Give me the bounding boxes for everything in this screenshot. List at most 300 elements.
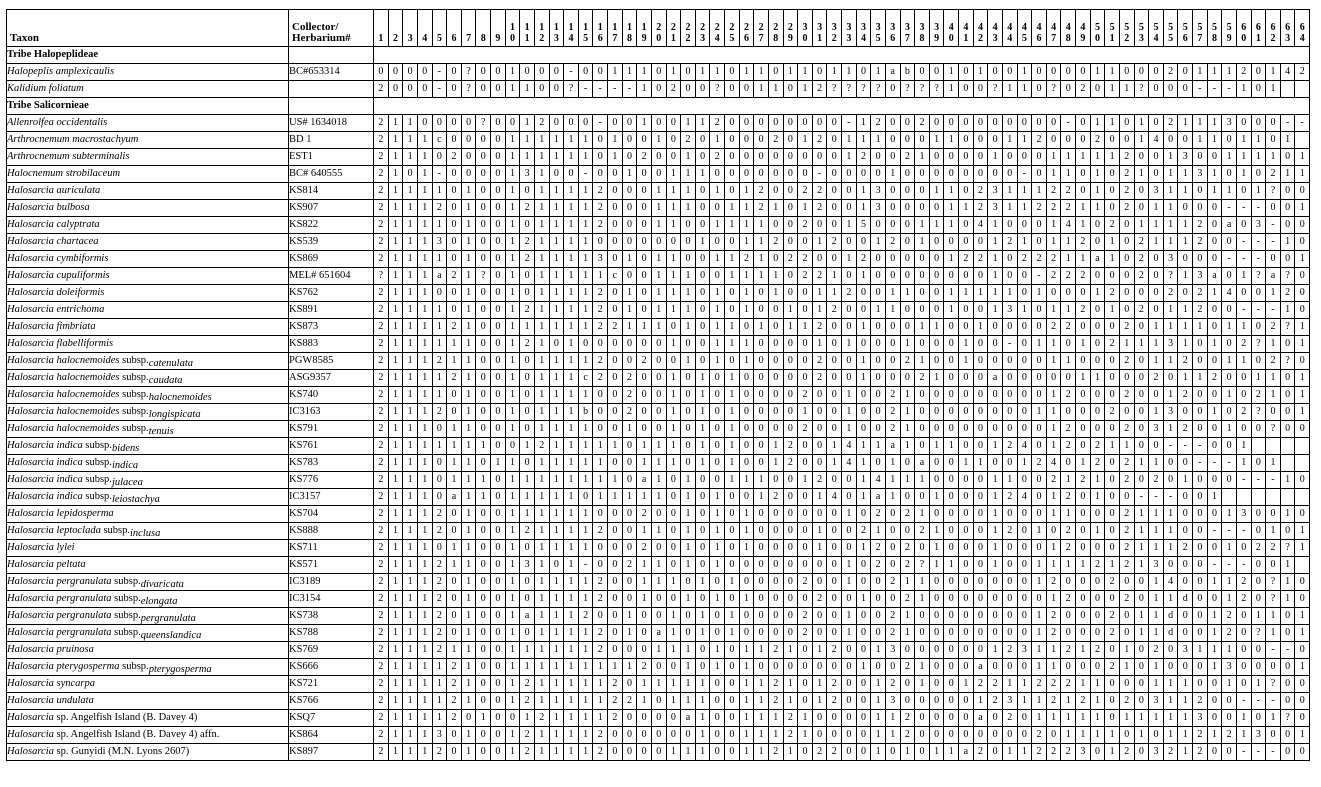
- char-units-digit: 8: [480, 33, 486, 44]
- character-state: 2: [798, 251, 813, 268]
- character-state: 1: [725, 387, 740, 404]
- character-state: 1: [593, 659, 608, 676]
- character-state: 2: [1032, 455, 1047, 472]
- character-state: ?: [1266, 591, 1281, 608]
- character-state: 3: [988, 183, 1003, 200]
- character-state: 1: [389, 268, 404, 285]
- character-state: 0: [418, 115, 433, 132]
- character-state: 0: [827, 387, 842, 404]
- character-state: 1: [696, 727, 711, 744]
- character-state: 0: [652, 336, 667, 353]
- character-state: 0: [520, 183, 535, 200]
- char-units-digit: 3: [1285, 33, 1291, 44]
- character-state: 0: [1252, 166, 1267, 183]
- character-state: 0: [754, 115, 769, 132]
- character-state: 1: [1281, 557, 1296, 574]
- character-state: 0: [974, 115, 989, 132]
- character-state: 0: [871, 574, 886, 591]
- character-state: 0: [740, 149, 755, 166]
- character-state: 0: [1178, 251, 1193, 268]
- character-state: 1: [1193, 64, 1208, 81]
- character-state: 1: [1149, 336, 1164, 353]
- character-state: 2: [1120, 540, 1135, 557]
- character-state: 1: [1003, 81, 1018, 98]
- character-state: 1: [564, 285, 579, 302]
- character-state: 1: [389, 455, 404, 472]
- character-state: 0: [842, 302, 857, 319]
- genus-name: Halosarcia: [7, 202, 54, 213]
- character-state: 0: [1003, 353, 1018, 370]
- character-state: 2: [813, 183, 828, 200]
- character-state: 0: [447, 234, 462, 251]
- character-state: 0: [491, 64, 506, 81]
- character-state: 1: [564, 251, 579, 268]
- character-state: 0: [901, 217, 916, 234]
- character-state: 1: [550, 234, 565, 251]
- character-state: 1: [988, 438, 1003, 455]
- character-state: 0: [1120, 676, 1135, 693]
- genus-name: Halopeplis: [7, 66, 54, 77]
- character-state: 1: [1252, 132, 1267, 149]
- character-state: 2: [1091, 642, 1106, 659]
- character-state: 1: [535, 217, 550, 234]
- taxon-name: [7, 625, 289, 642]
- character-state: 0: [725, 710, 740, 727]
- character-number-19: [637, 10, 652, 47]
- character-state: 0: [842, 693, 857, 710]
- character-state: 1: [710, 285, 725, 302]
- collector-herbarium: KS891: [289, 302, 374, 319]
- character-state: 1: [403, 268, 418, 285]
- character-state: 0: [944, 370, 959, 387]
- character-state: 0: [623, 642, 638, 659]
- genus-name: Halosarcia: [7, 712, 54, 723]
- character-state: 1: [418, 149, 433, 166]
- character-state: 0: [871, 625, 886, 642]
- character-state: 0: [842, 166, 857, 183]
- character-state: 2: [886, 234, 901, 251]
- character-state: 0: [827, 421, 842, 438]
- character-state: 0: [988, 132, 1003, 149]
- character-state: 0: [740, 387, 755, 404]
- character-state: 0: [491, 710, 506, 727]
- character-state: 2: [798, 625, 813, 642]
- character-state: 0: [681, 455, 696, 472]
- character-state: 0: [1076, 132, 1091, 149]
- character-state: 0: [623, 149, 638, 166]
- character-state: 1: [1208, 166, 1223, 183]
- character-number-46: [1032, 10, 1047, 47]
- character-state: 2: [637, 353, 652, 370]
- character-state: 0: [593, 506, 608, 523]
- character-state: 1: [842, 387, 857, 404]
- character-state: 0: [652, 81, 667, 98]
- character-state: 3: [1237, 506, 1252, 523]
- character-state: 0: [769, 217, 784, 234]
- character-state: 0: [491, 370, 506, 387]
- character-state: 0: [813, 404, 828, 421]
- character-state: 0: [798, 302, 813, 319]
- character-state: 0: [944, 540, 959, 557]
- character-state: 0: [1164, 642, 1179, 659]
- character-state: 1: [1047, 642, 1062, 659]
- character-state: 1: [915, 149, 930, 166]
- character-state: 1: [637, 557, 652, 574]
- character-state: 0: [901, 523, 916, 540]
- character-state: 2: [374, 693, 389, 710]
- character-state: 1: [1105, 727, 1120, 744]
- character-state: 0: [974, 81, 989, 98]
- character-state: 0: [1252, 506, 1267, 523]
- character-state: 4: [1164, 574, 1179, 591]
- species-epithet: foliatum: [48, 83, 84, 94]
- character-state: 0: [1164, 455, 1179, 472]
- taxon-row: [7, 64, 1310, 81]
- character-state: 2: [374, 455, 389, 472]
- character-state: 1: [564, 149, 579, 166]
- taxon-name: [7, 744, 289, 761]
- character-state: 1: [696, 676, 711, 693]
- character-state: 2: [1047, 200, 1062, 217]
- character-state: 0: [857, 336, 872, 353]
- character-state: 1: [1164, 149, 1179, 166]
- character-state: 1: [1222, 183, 1237, 200]
- character-state: -: [1193, 81, 1208, 98]
- character-state: 1: [550, 472, 565, 489]
- character-state: 0: [696, 302, 711, 319]
- character-state: 1: [857, 659, 872, 676]
- character-state: 2: [593, 370, 608, 387]
- character-state: 0: [374, 64, 389, 81]
- character-state: 1: [798, 64, 813, 81]
- character-state: 1: [740, 200, 755, 217]
- character-state: 1: [579, 217, 594, 234]
- character-state: 1: [564, 268, 579, 285]
- character-state: 0: [1193, 574, 1208, 591]
- character-state: 0: [930, 149, 945, 166]
- character-state: 0: [696, 217, 711, 234]
- character-state: 1: [901, 608, 916, 625]
- character-state: 0: [1281, 693, 1296, 710]
- character-state: 0: [974, 353, 989, 370]
- character-state: 0: [944, 472, 959, 489]
- character-state: 0: [491, 625, 506, 642]
- character-state: 0: [1252, 115, 1267, 132]
- collector-herbarium: KS783: [289, 455, 374, 472]
- species-epithet: pterygosperma: [56, 661, 120, 672]
- character-state: 1: [550, 183, 565, 200]
- character-state: 1: [1178, 370, 1193, 387]
- character-state: 1: [1076, 727, 1091, 744]
- character-state: 1: [550, 642, 565, 659]
- character-state: 1: [798, 81, 813, 98]
- character-state: 0: [476, 387, 491, 404]
- character-state: 2: [901, 557, 916, 574]
- genus-name: Halosarcia: [7, 746, 54, 757]
- character-state: 0: [1281, 387, 1296, 404]
- character-state: 1: [681, 472, 696, 489]
- character-state: 3: [1003, 302, 1018, 319]
- character-state: 1: [462, 387, 477, 404]
- character-state: 1: [1149, 659, 1164, 676]
- character-state: 0: [1105, 421, 1120, 438]
- character-state: 0: [1105, 387, 1120, 404]
- character-state: 0: [959, 166, 974, 183]
- character-state: ?: [827, 81, 842, 98]
- character-state: 1: [1222, 64, 1237, 81]
- character-state: 1: [579, 642, 594, 659]
- character-state: 1: [579, 438, 594, 455]
- character-state: 0: [886, 268, 901, 285]
- character-state: 0: [798, 489, 813, 506]
- character-state: -: [593, 81, 608, 98]
- character-state: 0: [1105, 370, 1120, 387]
- character-state: 1: [506, 455, 521, 472]
- character-state: 2: [374, 251, 389, 268]
- char-units-digit: 4: [860, 33, 866, 44]
- character-state: 0: [871, 268, 886, 285]
- character-state: 3: [1076, 744, 1091, 761]
- character-state: 0: [754, 659, 769, 676]
- character-state: 0: [1208, 319, 1223, 336]
- character-state: 1: [550, 438, 565, 455]
- character-state: 1: [623, 64, 638, 81]
- character-state: 1: [667, 625, 682, 642]
- character-state: 1: [520, 81, 535, 98]
- character-state: 1: [535, 268, 550, 285]
- character-state: -: [1237, 523, 1252, 540]
- taxon-name: [7, 251, 289, 268]
- character-state: 0: [652, 387, 667, 404]
- character-number-33: [842, 10, 857, 47]
- species-epithet: strobilaceum: [65, 168, 121, 179]
- character-state: 0: [1193, 404, 1208, 421]
- character-state: 0: [959, 591, 974, 608]
- character-state: 0: [740, 319, 755, 336]
- character-state: 0: [681, 625, 696, 642]
- character-state: 0: [974, 302, 989, 319]
- character-state: 2: [374, 149, 389, 166]
- character-state: 1: [462, 523, 477, 540]
- character-state: 1: [842, 625, 857, 642]
- character-number-55: [1164, 10, 1179, 47]
- character-state: 0: [857, 693, 872, 710]
- character-state: 2: [769, 642, 784, 659]
- character-state: 0: [520, 370, 535, 387]
- species-epithet: flabelliformis: [56, 338, 114, 349]
- character-state: 0: [1091, 744, 1106, 761]
- character-state: 1: [447, 557, 462, 574]
- character-state: 1: [1120, 642, 1135, 659]
- character-state: 1: [1047, 421, 1062, 438]
- character-state: 1: [1076, 149, 1091, 166]
- character-state: 1: [1149, 404, 1164, 421]
- character-state: 0: [813, 625, 828, 642]
- character-state: 1: [915, 472, 930, 489]
- character-state: 1: [389, 727, 404, 744]
- character-state: 0: [1105, 132, 1120, 149]
- character-state: 0: [798, 234, 813, 251]
- character-state: 2: [374, 489, 389, 506]
- character-state: 2: [827, 744, 842, 761]
- character-state: 0: [1295, 234, 1310, 251]
- character-number-3: [403, 10, 418, 47]
- character-state: 1: [550, 710, 565, 727]
- character-state: 0: [1281, 404, 1296, 421]
- character-state: 0: [1061, 659, 1076, 676]
- character-state: 1: [1076, 336, 1091, 353]
- character-state: 3: [1018, 642, 1033, 659]
- character-state: 0: [1061, 81, 1076, 98]
- character-state: 0: [696, 251, 711, 268]
- character-state: 0: [827, 200, 842, 217]
- character-state: 1: [593, 455, 608, 472]
- character-state: 1: [535, 489, 550, 506]
- character-state: 1: [637, 489, 652, 506]
- character-state: 0: [944, 523, 959, 540]
- character-state: 1: [1295, 540, 1310, 557]
- character-state: a: [1208, 268, 1223, 285]
- character-state: 0: [725, 115, 740, 132]
- character-state: 1: [1222, 506, 1237, 523]
- character-state: 0: [1091, 625, 1106, 642]
- character-state: 1: [1091, 727, 1106, 744]
- character-state: 0: [871, 285, 886, 302]
- character-state: 2: [769, 234, 784, 251]
- character-state: 1: [389, 353, 404, 370]
- character-state: 0: [871, 455, 886, 472]
- char-tens-digit: 5: [1109, 22, 1115, 33]
- character-state: 1: [871, 727, 886, 744]
- character-state: 0: [476, 336, 491, 353]
- character-state: 0: [710, 625, 725, 642]
- character-state: 1: [506, 64, 521, 81]
- character-state: 1: [988, 251, 1003, 268]
- char-tens-digit: [447, 22, 461, 33]
- character-state: 0: [725, 523, 740, 540]
- character-state: 1: [1135, 608, 1150, 625]
- character-state: 1: [944, 200, 959, 217]
- character-state: 1: [1135, 727, 1150, 744]
- character-state: 0: [857, 302, 872, 319]
- character-state: 0: [1252, 574, 1267, 591]
- character-state: 4: [1149, 132, 1164, 149]
- character-state: 1: [681, 319, 696, 336]
- character-state: 0: [886, 217, 901, 234]
- tribe-collector-cell: [289, 98, 374, 115]
- character-state: 0: [725, 166, 740, 183]
- character-state: 1: [1105, 81, 1120, 98]
- char-units-digit: 2: [977, 33, 983, 44]
- character-state: 1: [667, 676, 682, 693]
- character-state: 2: [1047, 608, 1062, 625]
- character-state: 0: [740, 132, 755, 149]
- character-state: 1: [403, 251, 418, 268]
- character-state: 0: [433, 285, 448, 302]
- character-state: 2: [1061, 438, 1076, 455]
- character-number-57: [1193, 10, 1208, 47]
- character-state: 0: [652, 693, 667, 710]
- character-state: 2: [520, 234, 535, 251]
- character-state: 0: [769, 421, 784, 438]
- character-number-32: [827, 10, 842, 47]
- character-state: 0: [1018, 336, 1033, 353]
- collector-herbarium: KS869: [289, 251, 374, 268]
- character-state: 1: [1047, 387, 1062, 404]
- genus-name: Halosarcia: [7, 610, 54, 621]
- character-state: 2: [374, 642, 389, 659]
- character-state: 0: [886, 200, 901, 217]
- character-state: 1: [637, 523, 652, 540]
- collector-herbarium: KS721: [289, 676, 374, 693]
- character-state: 1: [813, 285, 828, 302]
- character-state: 1: [462, 506, 477, 523]
- character-state: 0: [1295, 710, 1310, 727]
- character-state: 1: [1164, 217, 1179, 234]
- character-state: 0: [1252, 81, 1267, 98]
- character-state: 0: [681, 234, 696, 251]
- character-state: 0: [886, 557, 901, 574]
- character-state: 0: [1032, 421, 1047, 438]
- character-state: 1: [857, 370, 872, 387]
- character-state: 1: [1208, 659, 1223, 676]
- character-state: 2: [813, 268, 828, 285]
- character-state: 1: [696, 370, 711, 387]
- character-state: 0: [944, 642, 959, 659]
- character-state: 1: [564, 523, 579, 540]
- character-state: 1: [520, 710, 535, 727]
- taxon-name: [7, 183, 289, 200]
- character-state: 0: [725, 727, 740, 744]
- char-tens-digit: 1: [509, 22, 515, 33]
- character-state: 1: [725, 625, 740, 642]
- character-state: 1: [959, 200, 974, 217]
- taxon-name: [7, 642, 289, 659]
- collector-herbarium: KS740: [289, 387, 374, 404]
- character-state: 1: [593, 693, 608, 710]
- character-state: 1: [1003, 676, 1018, 693]
- character-state: 1: [667, 285, 682, 302]
- character-state: 1: [1091, 472, 1106, 489]
- collector-herbarium: KS766: [289, 693, 374, 710]
- character-state: 0: [491, 132, 506, 149]
- character-state: 1: [433, 302, 448, 319]
- character-state: 0: [579, 115, 594, 132]
- character-state: 0: [827, 557, 842, 574]
- character-state: 1: [1281, 234, 1296, 251]
- character-state: 1: [1149, 455, 1164, 472]
- character-state: 0: [930, 64, 945, 81]
- character-state: 0: [1266, 115, 1281, 132]
- infraspecific-epithet: pterygosperma: [148, 664, 212, 675]
- character-state: 1: [667, 64, 682, 81]
- character-state: 0: [1061, 608, 1076, 625]
- character-state: 1: [564, 319, 579, 336]
- character-state: 0: [959, 727, 974, 744]
- character-state: 0: [1076, 608, 1091, 625]
- character-state: 1: [740, 506, 755, 523]
- character-state: 1: [1120, 81, 1135, 98]
- character-state: 0: [710, 234, 725, 251]
- character-state: 2: [1237, 404, 1252, 421]
- character-state: 1: [1135, 540, 1150, 557]
- character-state: 1: [476, 489, 491, 506]
- character-state: 0: [681, 336, 696, 353]
- char-units-digit: 7: [758, 33, 764, 44]
- character-state: 1: [506, 591, 521, 608]
- character-state: 1: [842, 217, 857, 234]
- character-state: 2: [1281, 285, 1296, 302]
